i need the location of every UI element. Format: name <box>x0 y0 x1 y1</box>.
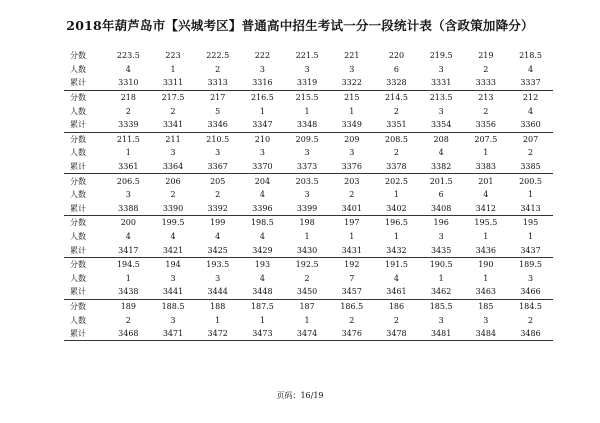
count-label: 人数 <box>70 232 86 242</box>
count-cell: 1 <box>483 273 489 283</box>
count-row <box>64 272 553 286</box>
score-cell: 221 <box>344 51 360 61</box>
cumulative-cell: 3466 <box>520 287 541 297</box>
cumulative-cell: 3319 <box>296 78 318 88</box>
cumulative-cell: 3478 <box>386 329 407 339</box>
score-cell: 221.5 <box>295 51 319 61</box>
cumulative-cell: 3337 <box>520 78 541 88</box>
score-cell: 203 <box>344 176 360 186</box>
count-row <box>64 146 553 160</box>
cumulative-cell: 3392 <box>207 203 228 213</box>
count-cell: 3 <box>259 148 265 158</box>
score-cell: 198.5 <box>250 218 274 228</box>
count-row <box>64 313 553 327</box>
score-cell: 210.5 <box>206 134 230 144</box>
count-cell: 4 <box>259 232 265 242</box>
cumulative-cell: 3412 <box>475 203 497 213</box>
cumulative-cell: 3311 <box>162 78 184 88</box>
cumulative-cell: 3462 <box>430 287 452 297</box>
cumulative-cell: 3436 <box>475 245 497 255</box>
cumulative-cell: 3360 <box>520 120 541 130</box>
score-label: 分数 <box>70 218 86 228</box>
count-cell: 2 <box>170 106 176 116</box>
count-cell: 3 <box>215 148 221 158</box>
score-cell: 188 <box>210 301 226 311</box>
score-row <box>64 91 553 105</box>
score-cell: 217 <box>210 93 226 103</box>
count-cell: 3 <box>483 315 489 325</box>
count-cell: 3 <box>438 64 444 74</box>
score-row <box>64 258 553 272</box>
score-cell: 218 <box>120 93 136 103</box>
score-distribution-tables <box>64 49 553 341</box>
count-cell: 3 <box>215 273 221 283</box>
cumulative-label: 累计 <box>70 162 86 172</box>
count-cell: 4 <box>393 273 400 283</box>
cumulative-cell: 3441 <box>162 287 184 297</box>
count-cell: 3 <box>438 315 444 325</box>
score-cell: 189.5 <box>519 260 542 270</box>
cumulative-cell: 3401 <box>341 203 362 213</box>
page-number: 页码：16/19 <box>276 391 324 400</box>
count-cell: 4 <box>259 190 265 200</box>
score-cell: 216.5 <box>250 93 274 103</box>
cumulative-cell: 3313 <box>207 78 228 88</box>
score-row <box>64 216 553 230</box>
count-cell: 1 <box>170 64 176 74</box>
score-block <box>64 300 553 342</box>
score-cell: 215.5 <box>295 93 319 103</box>
cumulative-cell: 3339 <box>118 120 139 130</box>
score-row <box>64 133 553 147</box>
cumulative-cell: 3435 <box>430 245 452 255</box>
score-cell: 213 <box>478 93 494 103</box>
score-cell: 223.5 <box>116 51 140 61</box>
count-cell: 1 <box>483 232 489 242</box>
count-label: 人数 <box>70 148 86 158</box>
cumulative-label: 累计 <box>70 245 86 255</box>
cumulative-label: 累计 <box>70 120 86 130</box>
count-cell: 1 <box>259 315 265 325</box>
score-cell: 207.5 <box>474 134 498 144</box>
score-cell: 211 <box>165 134 181 144</box>
score-cell: 198 <box>299 218 315 228</box>
count-row <box>64 104 553 118</box>
cumulative-cell: 3388 <box>118 203 139 213</box>
score-cell: 215 <box>344 93 360 103</box>
cumulative-row <box>64 76 553 90</box>
cumulative-cell: 3396 <box>252 203 273 213</box>
count-label: 人数 <box>70 106 86 116</box>
cumulative-cell: 3349 <box>341 120 362 130</box>
cumulative-cell: 3476 <box>341 329 362 339</box>
count-cell: 2 <box>393 148 400 158</box>
score-cell: 194.5 <box>116 260 140 270</box>
count-cell: 4 <box>215 232 221 242</box>
score-row <box>64 300 553 314</box>
cumulative-cell: 3333 <box>475 78 497 88</box>
cumulative-cell: 3364 <box>162 162 184 172</box>
cumulative-cell: 3448 <box>252 287 273 297</box>
score-cell: 186.5 <box>340 301 364 311</box>
count-cell: 3 <box>304 190 310 200</box>
cumulative-cell: 3385 <box>520 162 541 172</box>
count-label: 人数 <box>70 64 86 74</box>
cumulative-row <box>64 118 553 132</box>
cumulative-cell: 3457 <box>341 287 362 297</box>
score-cell: 201.5 <box>429 176 453 186</box>
count-cell: 1 <box>393 232 400 242</box>
cumulative-cell: 3402 <box>386 203 407 213</box>
cumulative-cell: 3421 <box>162 245 184 255</box>
cumulative-cell: 3450 <box>296 287 318 297</box>
cumulative-row <box>64 243 553 257</box>
score-cell: 210 <box>254 134 271 144</box>
cumulative-cell: 3474 <box>296 329 318 339</box>
cumulative-cell: 3383 <box>475 162 497 172</box>
score-cell: 196.5 <box>385 218 408 228</box>
cumulative-label: 累计 <box>70 287 86 297</box>
count-cell: 2 <box>349 315 355 325</box>
score-cell: 195 <box>522 218 539 228</box>
count-cell: 4 <box>125 232 131 242</box>
cumulative-cell: 3432 <box>386 245 407 255</box>
cumulative-cell: 3370 <box>252 162 273 172</box>
cumulative-cell: 3444 <box>207 287 228 297</box>
score-cell: 214.5 <box>385 93 408 103</box>
count-cell: 1 <box>304 106 310 116</box>
count-cell: 2 <box>215 190 221 200</box>
count-cell: 1 <box>215 315 221 325</box>
count-cell: 4 <box>259 273 265 283</box>
count-cell: 3 <box>170 273 176 283</box>
cumulative-cell: 3413 <box>520 203 541 213</box>
score-cell: 184.5 <box>519 301 542 311</box>
count-cell: 2 <box>483 64 489 74</box>
score-cell: 187 <box>299 301 315 311</box>
cumulative-row <box>64 327 553 341</box>
score-label: 分数 <box>70 51 86 61</box>
count-cell: 4 <box>527 106 534 116</box>
count-cell: 3 <box>349 148 355 158</box>
score-cell: 219 <box>478 51 494 61</box>
score-cell: 191.5 <box>385 260 408 270</box>
cumulative-cell: 3463 <box>475 287 497 297</box>
score-cell: 217.5 <box>161 93 185 103</box>
count-cell: 2 <box>527 148 534 158</box>
score-cell: 190 <box>478 260 494 270</box>
cumulative-cell: 3316 <box>252 78 273 88</box>
score-cell: 193 <box>254 260 271 270</box>
count-cell: 3 <box>438 106 444 116</box>
score-cell: 204 <box>254 176 271 186</box>
score-cell: 190.5 <box>429 260 453 270</box>
count-cell: 3 <box>349 64 355 74</box>
score-row <box>64 174 553 188</box>
count-cell: 6 <box>393 64 400 74</box>
count-cell: 4 <box>438 148 444 158</box>
cumulative-cell: 3472 <box>207 329 228 339</box>
score-block <box>64 91 553 133</box>
score-cell: 212 <box>522 93 539 103</box>
count-cell: 4 <box>170 232 176 242</box>
cumulative-cell: 3367 <box>207 162 228 172</box>
cumulative-label: 累计 <box>70 203 86 213</box>
cumulative-row <box>64 160 553 174</box>
cumulative-cell: 3461 <box>386 287 407 297</box>
cumulative-cell: 3348 <box>296 120 318 130</box>
cumulative-row <box>64 202 553 216</box>
score-block <box>64 258 553 300</box>
cumulative-cell: 3399 <box>296 203 318 213</box>
score-cell: 192 <box>344 260 360 270</box>
score-cell: 208 <box>433 134 449 144</box>
score-cell: 222 <box>254 51 271 61</box>
count-cell: 2 <box>125 106 131 116</box>
cumulative-cell: 3471 <box>162 329 184 339</box>
score-cell: 199 <box>210 218 226 228</box>
count-cell: 3 <box>170 148 176 158</box>
cumulative-cell: 3331 <box>430 78 452 88</box>
count-cell: 1 <box>483 148 489 158</box>
count-cell: 1 <box>349 232 355 242</box>
score-cell: 223 <box>165 51 181 61</box>
cumulative-cell: 3425 <box>207 245 228 255</box>
score-cell: 187.5 <box>250 301 274 311</box>
score-row <box>64 49 553 63</box>
cumulative-cell: 3484 <box>475 329 497 339</box>
score-label: 分数 <box>70 93 86 103</box>
cumulative-label: 累计 <box>70 78 86 88</box>
score-cell: 185.5 <box>429 301 453 311</box>
score-cell: 185 <box>478 301 494 311</box>
count-cell: 3 <box>527 273 534 283</box>
cumulative-cell: 3431 <box>341 245 362 255</box>
score-label: 分数 <box>70 176 86 186</box>
count-cell: 6 <box>438 190 444 200</box>
score-block <box>64 133 553 175</box>
count-row <box>64 63 553 77</box>
count-cell: 2 <box>349 190 355 200</box>
score-cell: 194 <box>165 260 181 270</box>
score-cell: 205 <box>210 176 226 186</box>
cumulative-cell: 3378 <box>386 162 407 172</box>
count-cell: 2 <box>483 106 489 116</box>
score-cell: 189 <box>120 301 136 311</box>
score-block <box>64 49 553 91</box>
count-cell: 1 <box>125 273 131 283</box>
cumulative-label: 累计 <box>70 329 86 339</box>
cumulative-cell: 3437 <box>520 245 541 255</box>
cumulative-cell: 3361 <box>118 162 139 172</box>
score-cell: 199.5 <box>161 218 185 228</box>
cumulative-cell: 3322 <box>341 78 362 88</box>
score-cell: 192.5 <box>295 260 319 270</box>
cumulative-cell: 3417 <box>118 245 139 255</box>
count-cell: 1 <box>527 190 534 200</box>
count-cell: 1 <box>304 232 310 242</box>
cumulative-cell: 3429 <box>252 245 273 255</box>
count-row <box>64 230 553 244</box>
score-cell: 218.5 <box>519 51 542 61</box>
score-cell: 196 <box>433 218 449 228</box>
score-cell: 188.5 <box>161 301 185 311</box>
score-cell: 220 <box>388 51 405 61</box>
count-label: 人数 <box>70 190 86 200</box>
score-cell: 209.5 <box>295 134 319 144</box>
count-cell: 2 <box>215 64 221 74</box>
count-cell: 1 <box>393 190 400 200</box>
score-cell: 200 <box>120 218 136 228</box>
count-cell: 1 <box>438 273 444 283</box>
count-cell: 2 <box>393 106 400 116</box>
count-cell: 1 <box>304 315 310 325</box>
count-cell: 2 <box>527 315 534 325</box>
count-cell: 1 <box>125 148 131 158</box>
cumulative-cell: 3376 <box>341 162 362 172</box>
count-cell: 3 <box>170 315 176 325</box>
score-cell: 201 <box>478 176 494 186</box>
score-cell: 222.5 <box>206 51 230 61</box>
count-cell: 2 <box>125 315 131 325</box>
count-cell: 2 <box>170 190 176 200</box>
count-cell: 3 <box>304 148 310 158</box>
cumulative-cell: 3390 <box>162 203 184 213</box>
cumulative-cell: 3468 <box>118 329 139 339</box>
page-title: 2018年葫芦岛市【兴城考区】普通高中招生考试一分一段统计表（含政策加降分） <box>66 18 534 33</box>
cumulative-cell: 3341 <box>162 120 184 130</box>
score-cell: 200.5 <box>519 176 542 186</box>
cumulative-cell: 3347 <box>252 120 273 130</box>
score-cell: 197 <box>344 218 360 228</box>
cumulative-cell: 3481 <box>430 329 452 339</box>
cumulative-cell: 3382 <box>430 162 452 172</box>
count-cell: 4 <box>483 190 489 200</box>
cumulative-cell: 3486 <box>520 329 541 339</box>
score-cell: 203.5 <box>295 176 319 186</box>
score-cell: 186 <box>388 301 405 311</box>
cumulative-row <box>64 285 553 299</box>
score-cell: 209 <box>344 134 360 144</box>
score-cell: 206 <box>165 176 181 186</box>
count-cell: 7 <box>349 273 355 283</box>
cumulative-cell: 3346 <box>207 120 228 130</box>
cumulative-cell: 3373 <box>296 162 318 172</box>
count-cell: 1 <box>349 106 355 116</box>
score-cell: 206.5 <box>116 176 140 186</box>
count-row <box>64 188 553 202</box>
count-cell: 1 <box>259 106 265 116</box>
score-cell: 207 <box>522 134 539 144</box>
score-label: 分数 <box>70 301 86 311</box>
cumulative-cell: 3430 <box>296 245 318 255</box>
count-cell: 4 <box>527 64 534 74</box>
count-cell: 3 <box>438 232 444 242</box>
cumulative-cell: 3473 <box>252 329 273 339</box>
count-cell: 3 <box>304 64 310 74</box>
score-cell: 202.5 <box>385 176 408 186</box>
cumulative-cell: 3438 <box>118 287 139 297</box>
score-cell: 208.5 <box>385 134 408 144</box>
count-cell: 3 <box>125 190 131 200</box>
count-cell: 4 <box>125 64 131 74</box>
cumulative-cell: 3356 <box>475 120 497 130</box>
cumulative-cell: 3354 <box>430 120 452 130</box>
score-cell: 213.5 <box>429 93 453 103</box>
cumulative-cell: 3310 <box>118 78 139 88</box>
score-label: 分数 <box>70 134 86 144</box>
count-cell: 3 <box>259 64 265 74</box>
cumulative-cell: 3351 <box>386 120 407 130</box>
count-label: 人数 <box>70 273 86 283</box>
count-cell: 1 <box>527 232 534 242</box>
score-block <box>64 174 553 216</box>
cumulative-cell: 3408 <box>430 203 452 213</box>
count-cell: 5 <box>215 106 221 116</box>
count-cell: 2 <box>393 315 400 325</box>
count-cell: 2 <box>304 273 310 283</box>
score-cell: 219.5 <box>429 51 453 61</box>
score-cell: 193.5 <box>206 260 230 270</box>
score-cell: 195.5 <box>474 218 498 228</box>
score-cell: 211.5 <box>116 134 140 144</box>
count-label: 人数 <box>70 315 86 325</box>
score-label: 分数 <box>70 260 86 270</box>
cumulative-cell: 3328 <box>386 78 407 88</box>
score-block <box>64 216 553 258</box>
